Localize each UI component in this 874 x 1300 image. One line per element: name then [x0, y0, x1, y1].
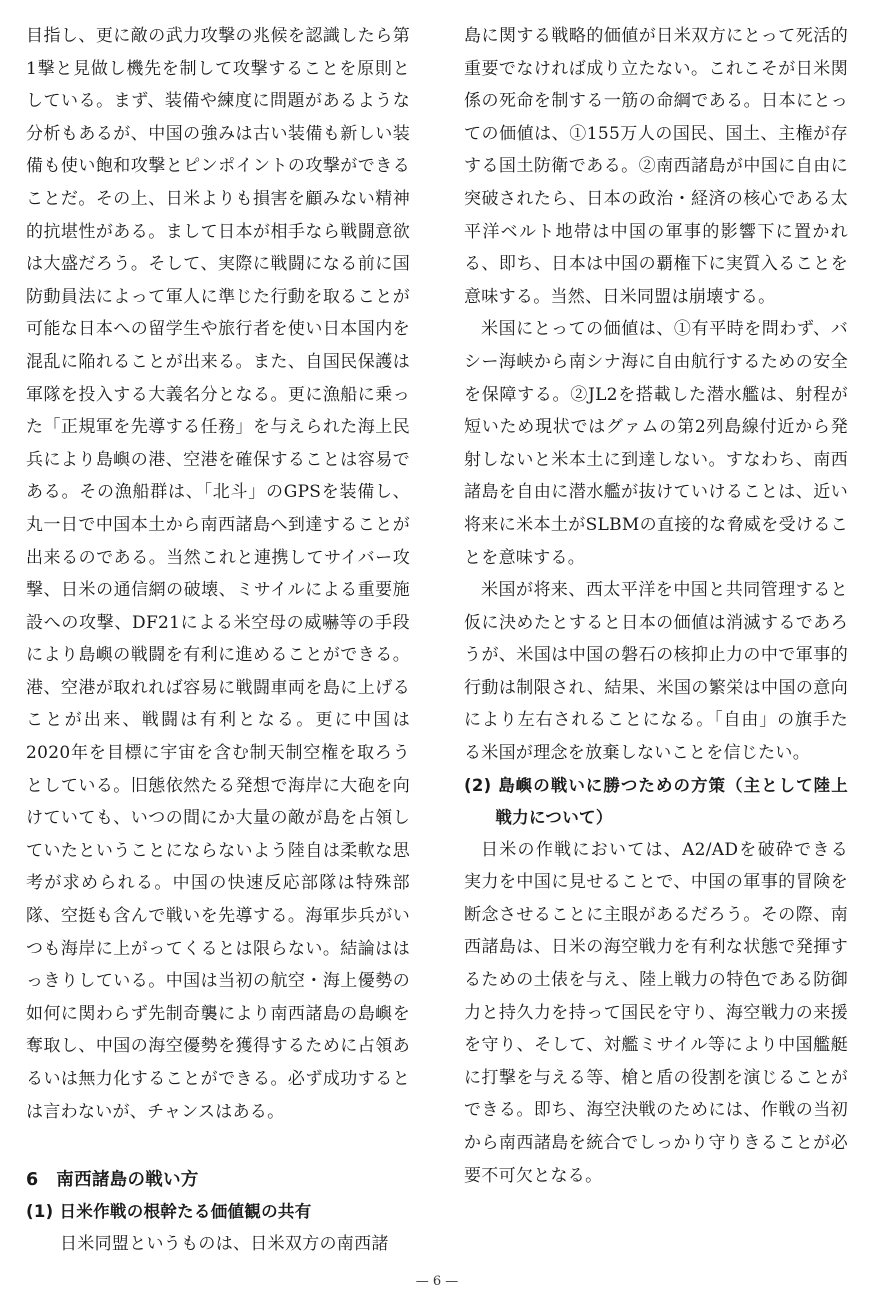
right-paragraph-1: 島に関する戦略的価値が日米双方にとって死活的重要でなければ成り立たない。これこそが日米関係の死命を制する一筋の命綱である。日本にとっての価値は、①155万人の国民、国土、主権が存する国土防衛である。②南西諸島が中国に自由に突破されたら、日本の政治・経済の核心である太平洋ベルト地帯は中国の軍事的影響下に置かれる、即ち、日本は中国の覇権下に実質入ることを意味する。当然、日米同盟は崩壊する。	[464, 26, 848, 307]
page-number: — 6 —	[415, 1274, 459, 1289]
section-heading: 6 南西諸島の戦い方	[26, 1170, 199, 1191]
sub-heading-2: (2) 島嶼の戦いに勝つための方策（主として陸上戦力について）	[464, 775, 848, 827]
right-paragraph-3: 米国が将来、西太平洋を中国と共同管理すると仮に決めたとすると日本の価値は消滅するであろうが、米国は中国の磐石の核抑止力の中で軍事的行動は制限され、結果、米国の繁栄は中国の意向により左右されることになる。「自由」の旗手たる米国が理念を放棄しないことを信じたい。	[464, 580, 848, 764]
right-paragraph-4: 日米の作戦においては、A2/ADを破砕できる実力を中国に見せることで、中国の軍事的冒険を断念させることに主眼があるだろう。その際、南西諸島は、日米の海空戦力を有利な状態で発揮するための土俵を与え、陸上戦力の特色である防御力と持久力を持って国民を守り、海空戦力の来援を守り、そして、対艦ミサイル等により中国艦艇に打撃を与える等、槍と盾の役割を演じることができる。即ち、海空決戦のためには、作戦の当初から南西諸島を統合でしっかり守りきることが必要不可欠となる。	[464, 839, 848, 1186]
left-paragraph-1: 目指し、更に敵の武力攻撃の兆候を認識したら第1撃と見做し機先を制して攻撃することを原則としている。まず、装備や練度に問題があるような分析もあるが、中国の強みは古い装備も新しい装備も使い飽和攻撃とピンポイントの攻撃ができることだ。その上、日米よりも損害を顧みない精神的抗堪性がある。まして日本が相手なら戦闘意欲は大盛だろう。そして、実際に戦闘になる前に国防動員法によって軍人に準じた行動を取ることが可能な日本への留学生や旅行者を使い日本国内を混乱に陥れることが出来る。また、自国民保護は軍隊を投入する大義名分となる。更に漁船に乗った「正規軍を先導する任務」を与えられた海上民兵により島嶼の港、空港を確保することは容易である。その漁船群は、「北斗」のGPSを装備し、丸一日で中国本土から南西諸島へ到達することが出来るのである。当然これと連携してサイバー攻撃、日米の通信網の破壊、ミサイルによる重要施設への攻撃、DF21による米空母の威嚇等の手段により島嶼の戦闘を有利に進めることができる。港、空港が取れれば容易に戦闘車両を島に上げることが出来、戦闘は有利となる。更に中国は2020年を目標に宇宙を含む制天制空権を取ろうとしている。旧態依然たる発想で海岸に大砲を向けていても、いつの間にか大量の敵が島を占領していたということにならないよう陸自は柔軟な思考が求められる。中国の快速反応部隊は特殊部隊、空挺も含んで戦いを先導する。海軍歩兵がいつも海岸に上がってくるとは限らない。結論ははっきりしている。中国は当初の航空・海上優勢の如何に関わらず先制奇襲により南西諸島の島嶼を奪取し、中国の海空優勢を獲得するために占領あるいは無力化することができる。必ず成功するとは言わないが、チャンスはある。	[26, 26, 410, 1122]
sub-heading-1: (1) 日米作戦の根幹たる価値観の共有	[26, 1202, 312, 1222]
right-paragraph-2: 米国にとっての価値は、①有平時を問わず、バシー海峡から南シナ海に自由航行するための安全を保障する。②JL2を搭載した潜水艦は、射程が短いため現状ではグァムの第2列島線付近から発射しないと米本土に到達しない。すなわち、南西諸島を自由に潜水艦が抜けていけることは、近い将来に米本土がSLBMの直接的な脅威を受けることを意味する。	[464, 319, 848, 568]
right-column	[464, 20, 848, 1192]
left-column	[26, 20, 410, 1261]
left-paragraph-2: 日米同盟というものは、日米双方の南西諸	[60, 1234, 389, 1255]
